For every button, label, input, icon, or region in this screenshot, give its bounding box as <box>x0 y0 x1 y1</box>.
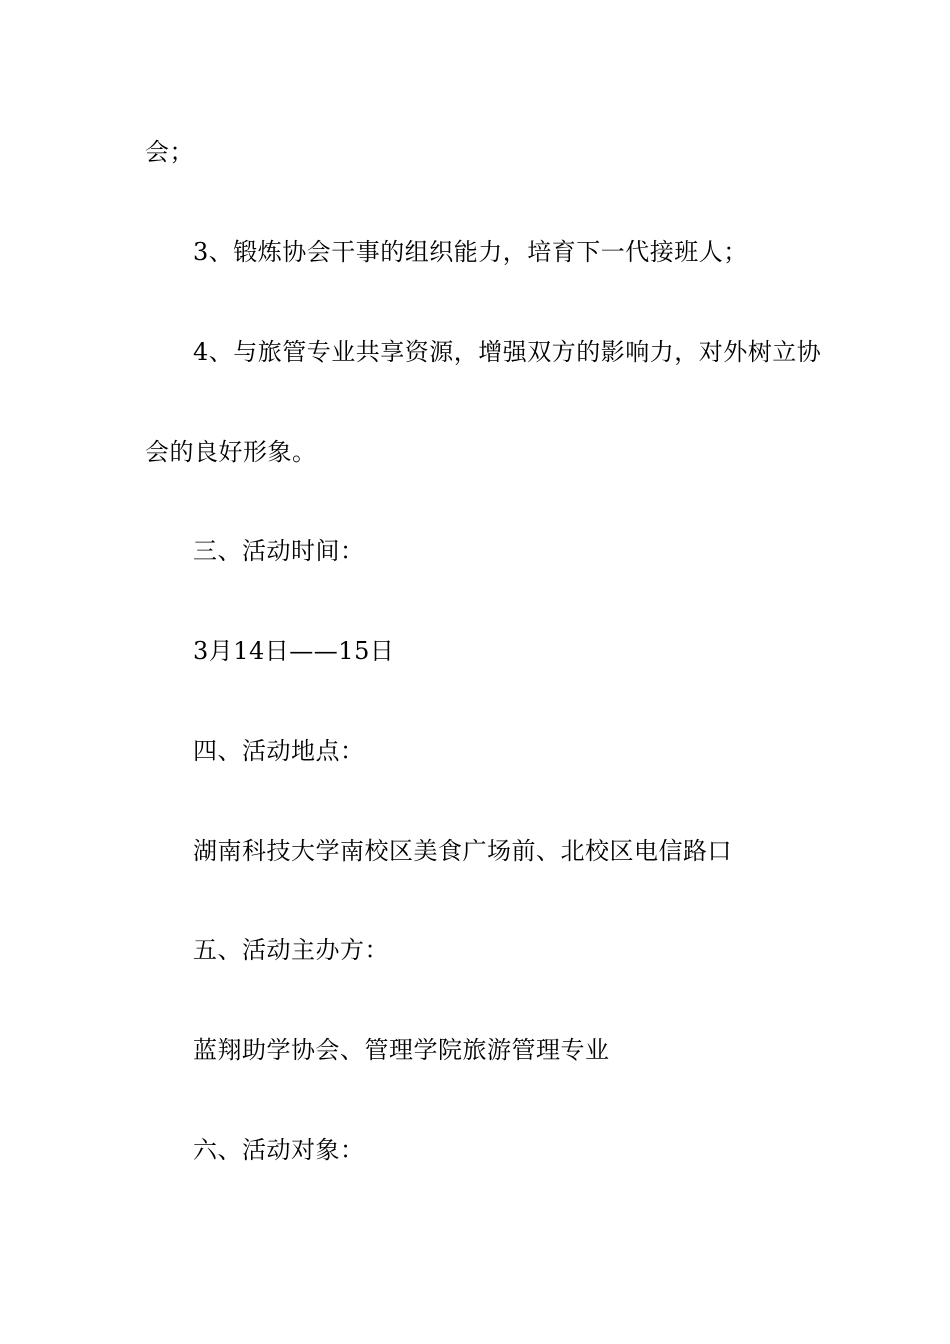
paragraph-continuation: 会； <box>145 138 194 166</box>
activity-location-value: 湖南科技大学南校区美食广场前、北校区电信路口 <box>193 837 732 865</box>
section-heading-location: 四、活动地点： <box>193 737 365 765</box>
activity-organizer-value: 蓝翔助学协会、管理学院旅游管理专业 <box>193 1036 610 1064</box>
section-heading-organizer: 五、活动主办方： <box>193 936 389 964</box>
section-heading-audience: 六、活动对象： <box>193 1136 365 1164</box>
list-item-3: 3、锻炼协会干事的组织能力，培育下一代接班人； <box>193 238 748 266</box>
section-heading-time: 三、活动时间： <box>193 537 365 565</box>
activity-time-value: 3月14日——15日 <box>193 637 395 665</box>
list-item-4: 4、与旅管专业共享资源，增强双方的影响力，对外树立协 <box>193 338 822 366</box>
list-item-4-continuation: 会的良好形象。 <box>145 438 317 466</box>
